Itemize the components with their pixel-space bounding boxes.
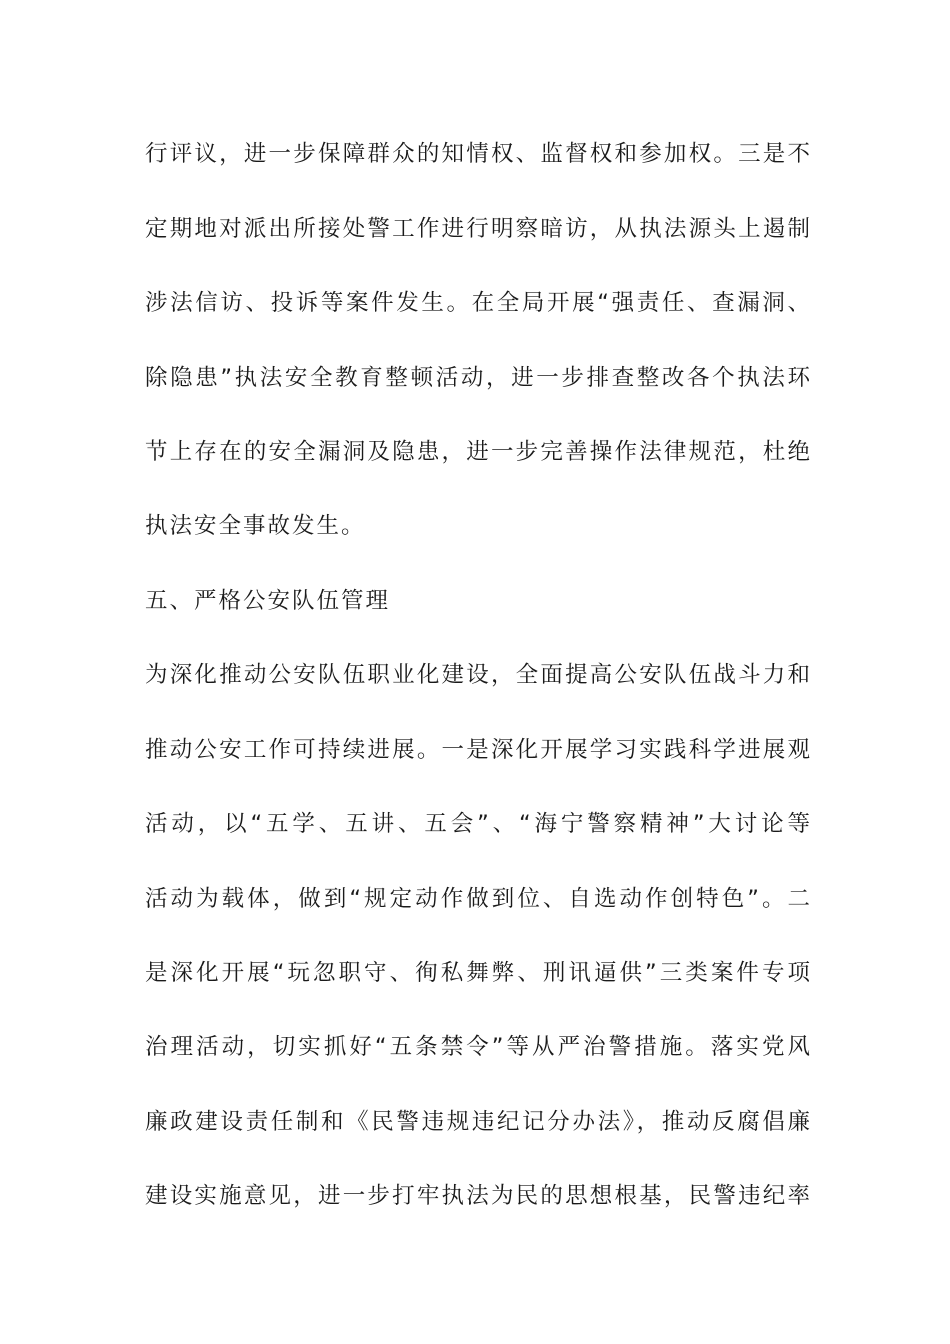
paragraph-line: 推动公安工作可持续进展。一是深化开展学习实践科学进展观 — [145, 737, 810, 763]
paragraph-line: 节上存在的安全漏洞及隐患，进一步完善操作法律规范，杜绝 — [145, 439, 810, 465]
paragraph-line: 活动，以“五学、五讲、五会”、“海宁警察精神”大讨论等 — [145, 811, 810, 837]
paragraph-line: 除隐患”执法安全教育整顿活动，进一步排查整改各个执法环 — [145, 365, 810, 391]
paragraph-line: 廉政建设责任制和《民警违规违纪记分办法》，推动反腐倡廉 — [145, 1109, 810, 1135]
paragraph-line: 建设实施意见，进一步打牢执法为民的思想根基，民警违纪率 — [145, 1183, 810, 1209]
paragraph-line: 执法安全事故发生。 — [145, 513, 366, 539]
paragraph-line: 定期地对派出所接处警工作进行明察暗访，从执法源头上遏制 — [145, 216, 810, 242]
paragraph-line: 治理活动，切实抓好“五条禁令”等从严治警措施。落实党风 — [145, 1034, 810, 1060]
paragraph-line: 活动为载体，做到“规定动作做到位、自选动作创特色”。二 — [145, 886, 810, 912]
paragraph-line: 行评议，进一步保障群众的知情权、监督权和参加权。三是不 — [145, 141, 810, 167]
section-heading: 五、严格公安队伍管理 — [145, 588, 391, 614]
paragraph-line: 是深化开展“玩忽职守、徇私舞弊、刑讯逼供”三类案件专项 — [145, 960, 810, 986]
paragraph-line: 为深化推动公安队伍职业化建设，全面提高公安队伍战斗力和 — [145, 662, 810, 688]
paragraph-line: 涉法信访、投诉等案件发生。在全局开展“强责任、查漏洞、 — [145, 290, 810, 316]
